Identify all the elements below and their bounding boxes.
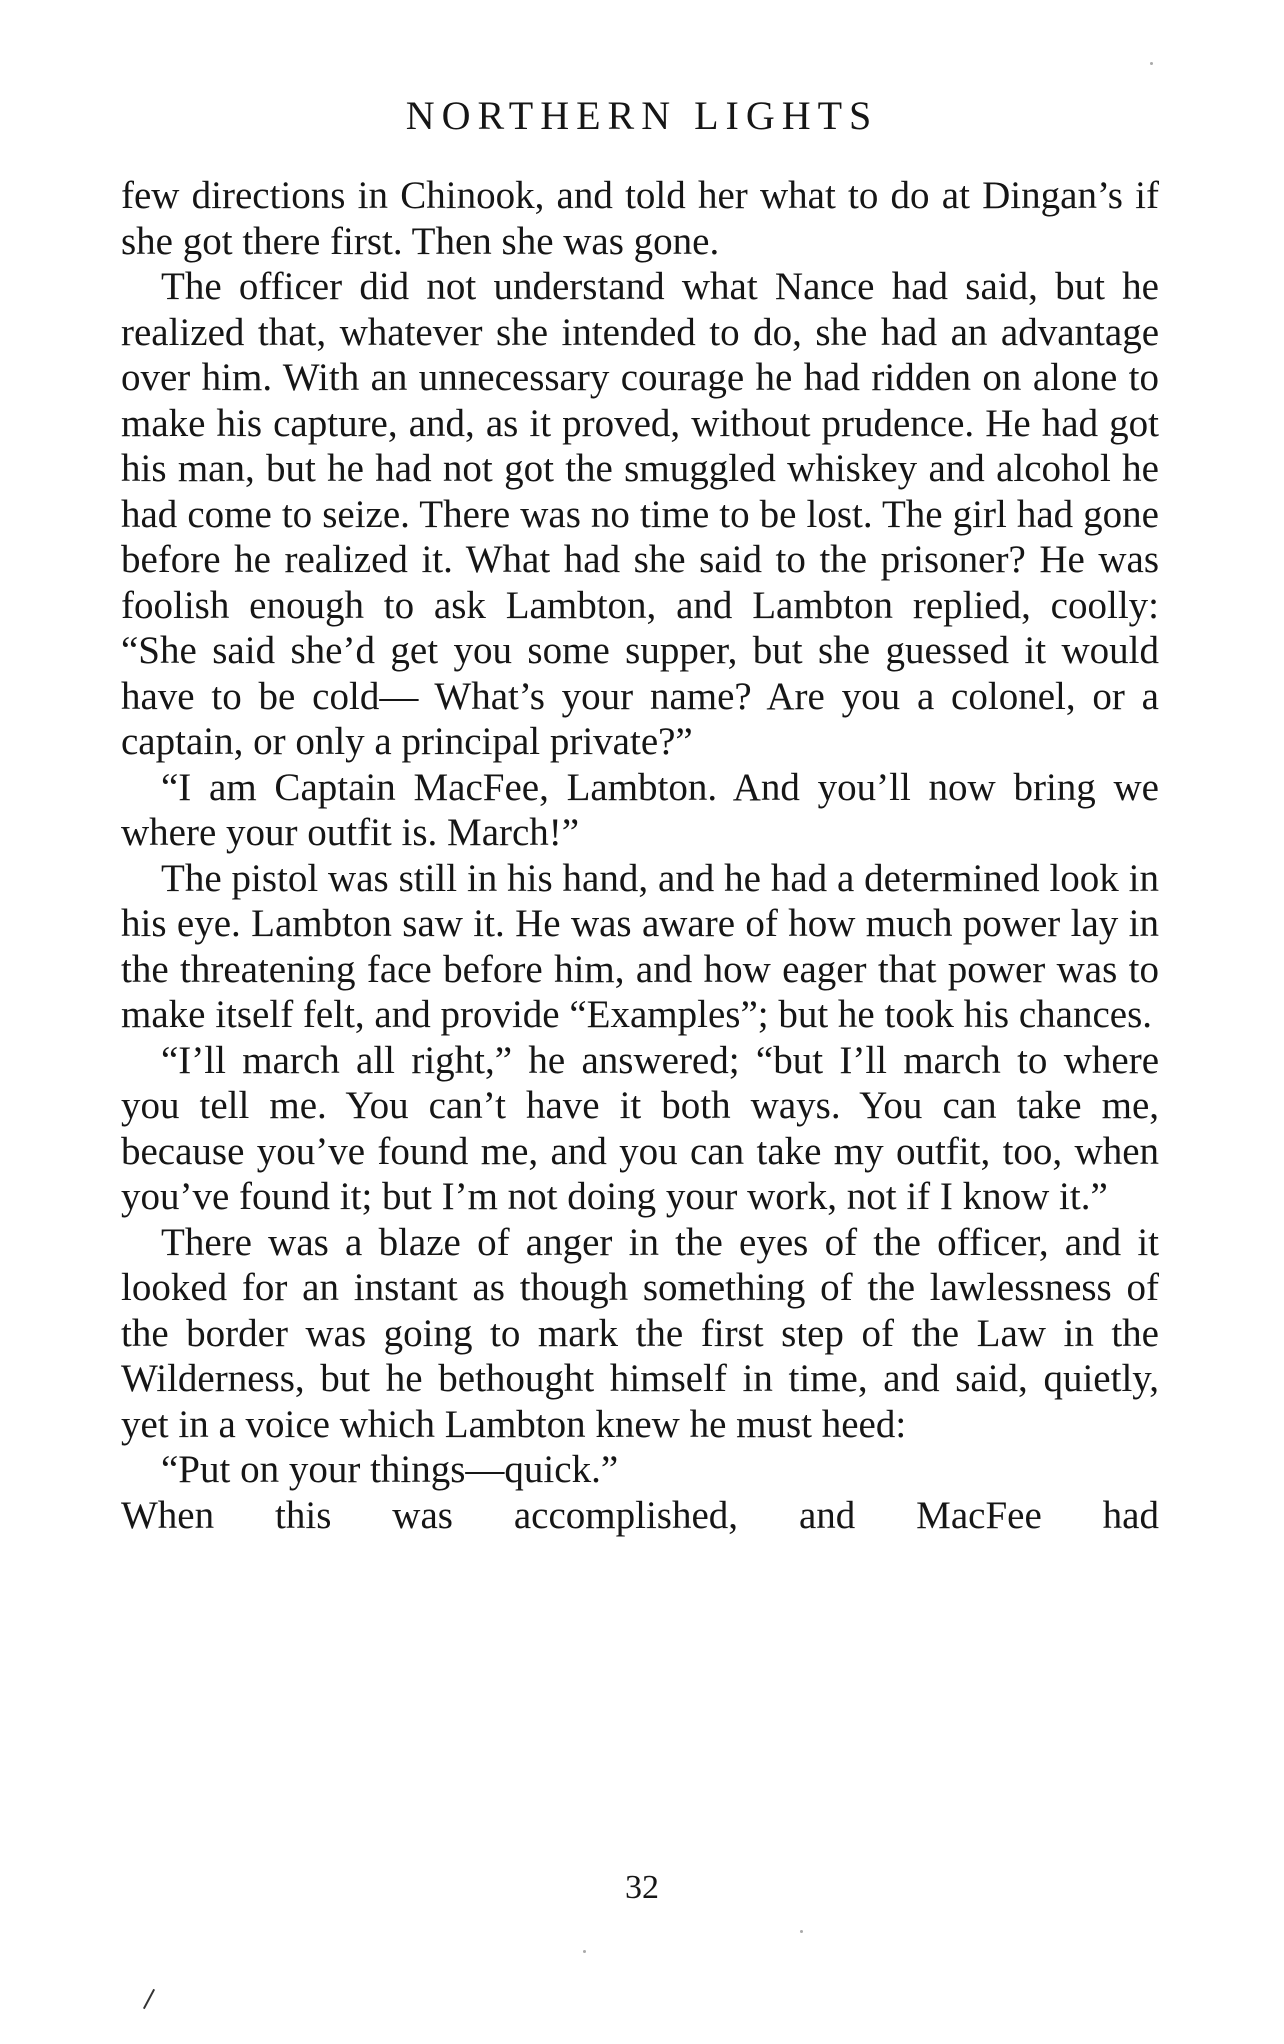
paragraph: “I am Captain MacFee, Lambton. And you’ll now bring we where your outfit is. March!” xyxy=(121,765,1159,854)
running-head: NORTHERN LIGHTS xyxy=(405,93,879,138)
stray-mark xyxy=(143,1989,155,2009)
paper-speck xyxy=(583,1950,586,1953)
paragraph: There was a blaze of anger in the eyes of the officer, and it looked for an instant as though something of the lawlessness of the border was going to mark the first step of the Law in the Wilderness, but he bethought himself in time, and said, quietly, yet in a voice which Lambton knew he must heed: xyxy=(121,1220,1159,1446)
paragraph: The pistol was still in his hand, and he had a determined look in his eye. Lambton saw it. He was aware of how much power lay in the threatening face before him, and how eager that power was to make itself felt, and provide “Examples”; but he took his chances. xyxy=(121,856,1159,1036)
paper-speck xyxy=(1150,62,1153,65)
page-number: 32 xyxy=(625,1869,659,1906)
paragraph: few directions in Chinook, and told her what to do at Dingan’s if she got there first. Then she was gone. xyxy=(121,174,1159,263)
paragraph: “I’ll march all right,” he answered; “but I’ll march to where you tell me. You can’t have it both ways. You can take me, because you’ve found me, and you can take my outfit, too, when you’ve found it; but I’m not doing your work, not if I know it.” xyxy=(121,1038,1159,1218)
body-text xyxy=(121,173,1159,1538)
paper-speck xyxy=(800,1930,803,1933)
paragraph: When this was accomplished, and MacFee had xyxy=(121,1493,1159,1537)
paragraph: “Put on your things—quick.” xyxy=(161,1448,619,1491)
paragraph: The officer did not understand what Nance had said, but he realized that, whatever she intended to do, she had an advantage over him. With an unnecessary courage he had ridden on alone to make his capture, and, as it proved, without prudence. He had got his man, but he had not got the smuggled whiskey and alcohol he had come to seize. There was no time to be lost. The girl had gone before he realized it. What had she said to the prisoner? He was foolish enough to ask Lambton, and Lambton replied, coolly: “She said she’d get you some supper, but she guessed it would have to be cold— What’s your name? Are you a colonel, or a captain, or only a principal private?” xyxy=(121,265,1159,763)
